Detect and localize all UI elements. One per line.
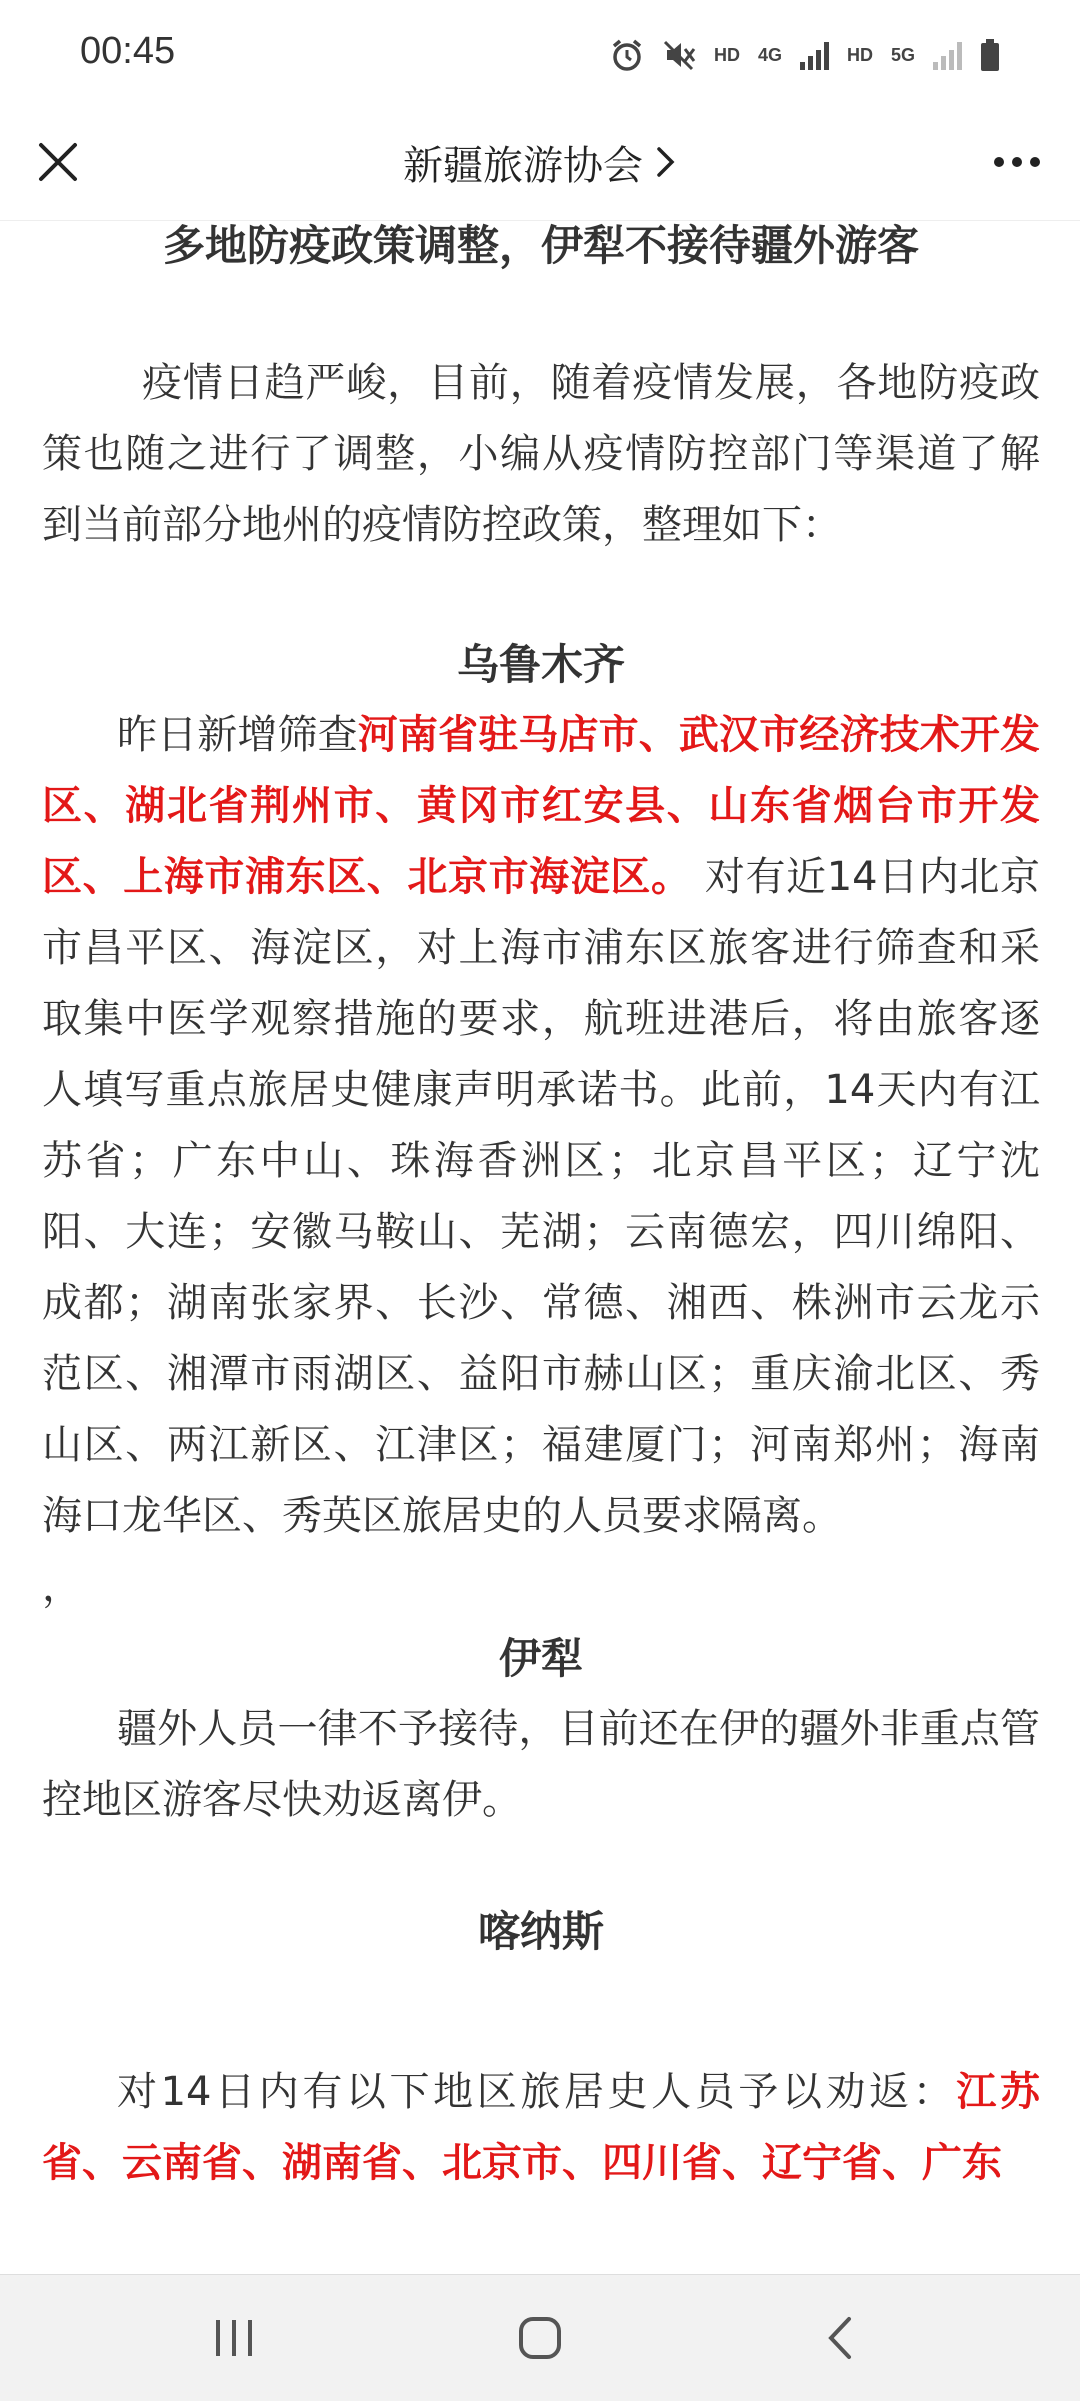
highlight-text: 河南省驻马店市、武汉市经济技术开发区、湖北省荆州市、黄冈市红安县、山东省烟台市开发区、上海市浦东区、北京市海淀区。 — [42, 712, 1040, 900]
recent-apps-icon — [212, 2318, 256, 2358]
section-paragraph-urumqi — [42, 700, 1040, 1552]
section-paragraph-yili: 疆外人员一律不予接待，目前还在伊的疆外非重点管控地区游客尽快劝返离伊。 — [42, 1706, 1040, 1823]
lead-text: 对14日内有以下地区旅居史人员予以劝返： — [117, 2069, 957, 2115]
account-title-link[interactable] — [0, 132, 1080, 192]
mute-icon — [662, 38, 696, 72]
title-bar — [0, 104, 1080, 221]
section-paragraph-kanas — [42, 2057, 1040, 2199]
trailing-comma: ， — [42, 1564, 82, 1610]
chevron-right-icon — [655, 145, 677, 179]
recent-apps-button[interactable] — [134, 2275, 334, 2401]
back-button[interactable] — [740, 2275, 940, 2401]
hd-label-2: HD — [846, 45, 873, 65]
body-text: 对有近14日内北京市昌平区、海淀区，对上海市浦东区旅客进行筛查和采取集中医学观察措施的要求，航班进港后，将由旅客逐人填写重点旅居史健康声明承诺书。此前，14天内有江苏省；广东中山、珠海香洲区；北京昌平区；辽宁沈阳、大连；安徽马鞍山、芜湖；云南德宏，四川绵阳、成都；湖南张家界、长沙、常德、湘西、株洲市云龙示范区、湘潭市雨湖区、益阳市赫山区；重庆渝北区、秀山区、两江新区、江津区；福建厦门；河南郑州；海南海口龙华区、秀英区旅居史的人员要求隔离。 — [42, 854, 1040, 1539]
back-icon — [825, 2315, 855, 2361]
article-title: 多地防疫政策调整，伊犁不接待疆外游客 — [162, 221, 919, 270]
home-icon — [517, 2315, 563, 2361]
status-icons — [610, 30, 1000, 80]
status-bar — [0, 0, 1080, 104]
system-navigation-bar — [0, 2274, 1080, 2401]
signal-icon-2 — [933, 40, 962, 70]
lead-text: 昨日新增筛查 — [117, 712, 358, 758]
battery-icon — [980, 38, 1000, 72]
article-body — [42, 206, 1040, 2274]
more-options-button[interactable] — [982, 132, 1052, 192]
intro-paragraph: 疫情日趋严峻，目前，随着疫情发展，各地防疫政策也随之进行了调整，小编从疫情防控部门等渠道了解到当前部分地州的疫情防控政策，整理如下： — [42, 360, 1040, 548]
hd-label-1: HD — [713, 45, 740, 65]
section-heading-urumqi: 乌鲁木齐 — [456, 640, 625, 689]
more-dot-icon — [1012, 157, 1022, 167]
more-dot-icon — [1030, 157, 1040, 167]
highlight-text: 江苏省、云南省、湖南省、北京市、四川省、辽宁省、广东 — [42, 2069, 1040, 2186]
more-dot-icon — [994, 157, 1004, 167]
network-5g-label: 5G — [890, 45, 915, 65]
signal-icon-1 — [800, 40, 829, 70]
alarm-icon — [610, 38, 644, 72]
network-4g-label: 4G — [757, 45, 782, 65]
section-heading-yili: 伊犁 — [498, 1634, 583, 1683]
status-time: 00:45 — [80, 30, 176, 72]
home-button[interactable] — [440, 2275, 640, 2401]
section-heading-kanas: 喀纳斯 — [477, 1907, 604, 1956]
account-title[interactable]: 新疆旅游协会 — [403, 142, 643, 189]
